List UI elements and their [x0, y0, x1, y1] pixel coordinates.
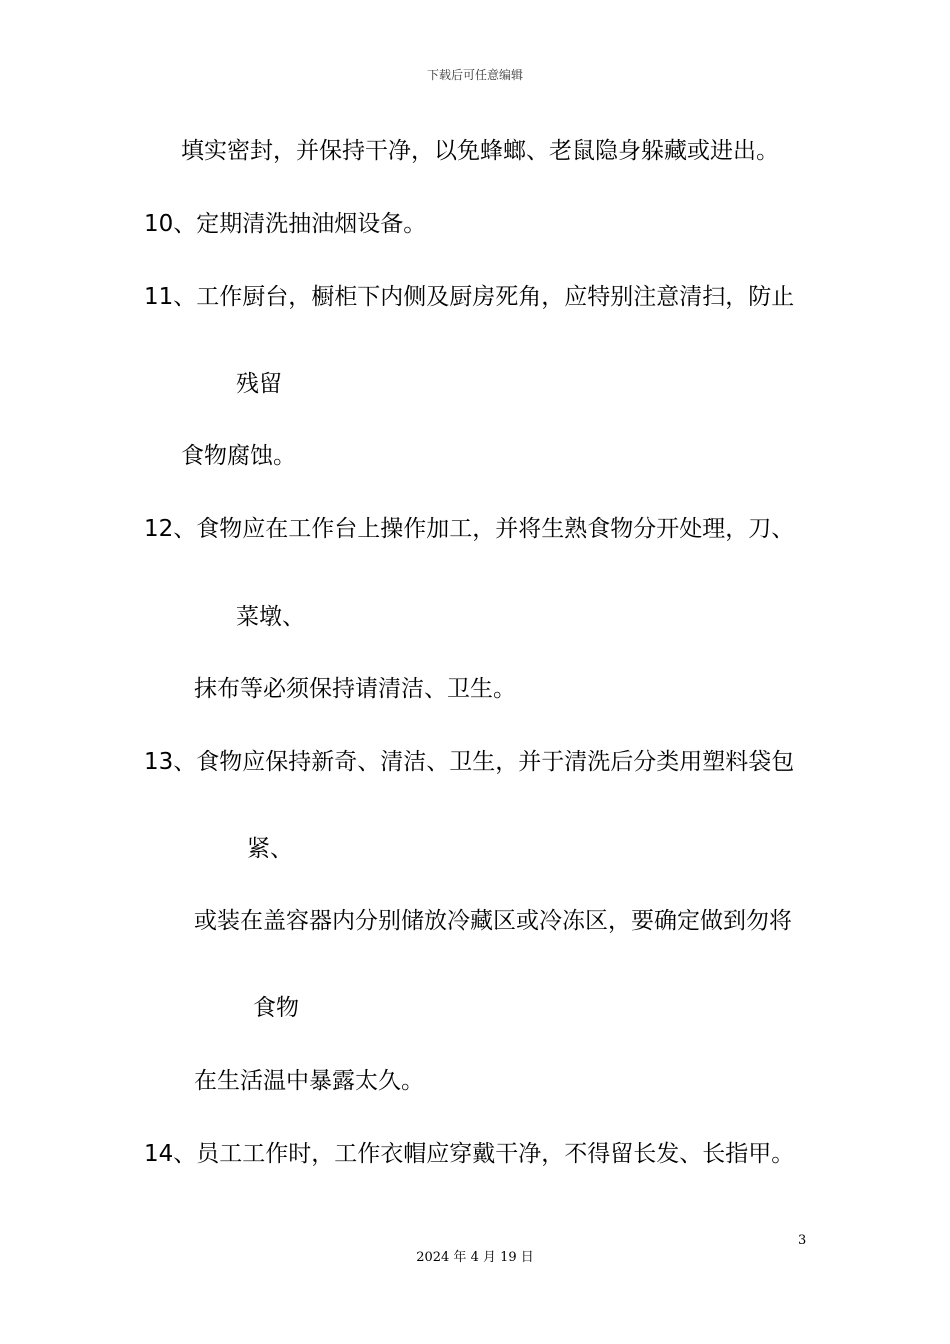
- text-line: 13、食物应保持新奇、清洁、卫生，并于清洗后分类用塑料袋包: [144, 749, 795, 775]
- text-line: 紧、: [247, 836, 293, 862]
- text-line: 抹布等必须保持请清洁、卫生。: [194, 676, 516, 702]
- text-line: 或装在盖容器内分别储放冷藏区或冷冻区，要确定做到勿将: [194, 908, 792, 934]
- text-line: 在生活温中暴露太久。: [194, 1068, 424, 1094]
- text-line: 残留: [236, 371, 282, 397]
- page-header: 下载后可任意编辑: [426, 68, 523, 82]
- text-line: 10、定期清洗抽油烟设备。: [144, 211, 427, 237]
- text-line: 14、员工工作时，工作衣帽应穿戴干净，不得留长发、长指甲。: [144, 1141, 795, 1167]
- text-line: 填实密封，并保持干净，以免蜂螂、老鼠隐身躲藏或进出。: [181, 138, 779, 164]
- text-line: 12、食物应在工作台上操作加工，并将生熟食物分开处理，刀、: [144, 516, 795, 542]
- text-line: 食物: [253, 995, 299, 1021]
- footer-date: 2024 年 4 月 19 日: [416, 1250, 534, 1265]
- text-line: 食物腐蚀。: [181, 443, 296, 469]
- text-line: 菜墩、: [236, 604, 305, 630]
- text-line: 11、工作厨台，橱柜下内侧及厨房死角，应特别注意清扫，防止: [144, 284, 795, 310]
- page-number: 3: [798, 1233, 807, 1248]
